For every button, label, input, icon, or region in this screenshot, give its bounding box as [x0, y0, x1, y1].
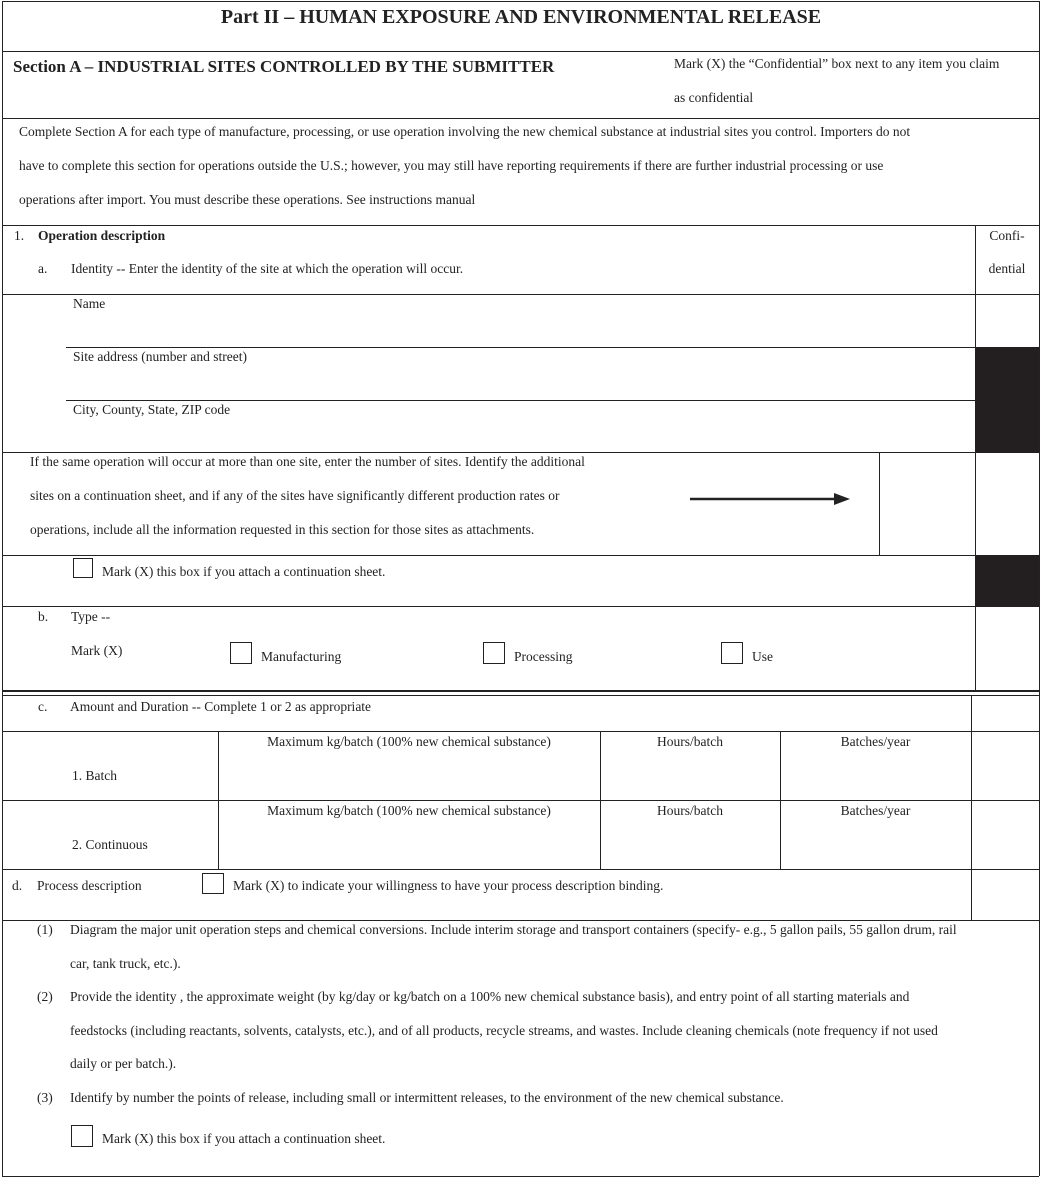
- item-d-heading: Process description: [37, 878, 142, 893]
- binding-checkbox[interactable]: [202, 873, 224, 894]
- item1a-letter: a.: [38, 261, 48, 276]
- item1b-mark-label: Mark (X): [71, 643, 123, 658]
- batch-batches-field[interactable]: [781, 752, 970, 798]
- batch-batches-header: Batches/year: [840, 734, 911, 749]
- rule: [2, 869, 1039, 870]
- frame-right-rule: [1039, 1, 1040, 1176]
- shaded-confidential-block: [975, 347, 1039, 452]
- right-arrow-icon: [690, 490, 852, 508]
- item-c-heading: Amount and Duration -- Complete 1 or 2 as appropriate: [70, 699, 372, 714]
- process-confidential-box[interactable]: [972, 870, 1038, 919]
- site-address-label: Site address (number and street): [73, 349, 247, 364]
- confidential-note-line1: Mark (X) the “Confidential” box next to any item you claim: [674, 56, 1000, 71]
- rule: [2, 695, 1039, 696]
- manufacturing-checkbox[interactable]: [230, 642, 252, 664]
- part-title: Part II – HUMAN EXPOSURE AND ENVIRONMENTAL RELEASE: [220, 6, 822, 28]
- intro-line1: Complete Section A for each type of manufacture, processing, or use operation involving the new chemical substance at industrial sites you control. Importers do not: [19, 124, 911, 139]
- frame-left-rule: [2, 1, 3, 1176]
- use-checkbox[interactable]: [721, 642, 743, 664]
- rule: [2, 51, 1039, 52]
- processing-checkbox[interactable]: [483, 642, 505, 664]
- d-continuation-label: Mark (X) this box if you attach a continuation sheet.: [102, 1131, 386, 1146]
- batch-row-label: 1. Batch: [72, 768, 117, 783]
- city-label: City, County, State, ZIP code: [73, 402, 231, 417]
- section-title: Section A – INDUSTRIAL SITES CONTROLLED BY THE SUBMITTER: [13, 57, 555, 76]
- rule: [2, 225, 1039, 226]
- confidential-header-line1: Confi-: [989, 228, 1025, 243]
- p1-line2: car, tank truck, etc.).: [70, 956, 181, 971]
- multi-site-line2: sites on a continuation sheet, and if any of the sites have significantly different production rates or: [30, 488, 560, 503]
- multi-site-line3: operations, include all the information requested in this section for those sites as attachments.: [30, 522, 535, 537]
- frame-bottom-rule: [2, 1176, 1039, 1177]
- item1b-type-label: Type --: [71, 609, 111, 624]
- confidential-note-line2: as confidential: [674, 90, 754, 105]
- p1-line1: Diagram the major unit operation steps and chemical conversions. Include interim storage and transport containers (specify- e.g., 5 gallon pails, 55 gallon drum, rail: [70, 922, 957, 937]
- item1-number: 1.: [14, 228, 25, 243]
- item-d-letter: d.: [12, 878, 23, 893]
- rule: [2, 118, 1039, 119]
- continuous-row-label: 2. Continuous: [72, 837, 148, 852]
- rule: [2, 606, 1039, 607]
- continuous-batches-field[interactable]: [781, 821, 970, 867]
- p1-number: (1): [37, 922, 53, 937]
- p3-number: (3): [37, 1090, 53, 1105]
- rule: [66, 400, 1039, 401]
- item-c-letter: c.: [38, 699, 48, 714]
- binding-label: Mark (X) to indicate your willingness to have your process description binding.: [233, 878, 664, 893]
- shaded-confidential-block: [975, 555, 1039, 607]
- rule: [2, 690, 1039, 692]
- batch-hours-field[interactable]: [601, 752, 779, 798]
- continuation-label: Mark (X) this box if you attach a continuation sheet.: [102, 564, 386, 579]
- type-confidential-box[interactable]: [976, 607, 1038, 689]
- batch-confidential-box[interactable]: [972, 732, 1038, 799]
- batch-max-field[interactable]: [219, 752, 599, 798]
- multi-site-line1: If the same operation will occur at more than one site, enter the number of sites. Identify the additional: [30, 454, 585, 469]
- batch-hours-header: Hours/batch: [657, 734, 723, 749]
- continuous-batches-header: Batches/year: [840, 803, 911, 818]
- item1-heading: Operation description: [38, 228, 166, 243]
- rule: [2, 294, 1039, 295]
- processing-label: Processing: [514, 649, 573, 664]
- name-field[interactable]: [66, 312, 971, 344]
- p2-number: (2): [37, 989, 53, 1004]
- continuous-max-header: Maximum kg/batch (100% new chemical substance): [267, 803, 551, 818]
- site-address-field[interactable]: [66, 366, 971, 398]
- intro-line2: have to complete this section for operations outside the U.S.; however, you may still have reporting requirements if there are further industrial processing or use: [19, 158, 884, 173]
- rule: [2, 920, 1039, 921]
- continuous-hours-field[interactable]: [601, 821, 779, 867]
- name-confidential-box[interactable]: [976, 295, 1038, 346]
- d-continuation-checkbox[interactable]: [71, 1125, 93, 1147]
- number-of-sites-field[interactable]: [880, 453, 974, 554]
- rule: [2, 800, 1039, 801]
- frame-top-rule: [2, 1, 1039, 2]
- p2-line3: daily or per batch.).: [70, 1056, 177, 1071]
- p2-line2: feedstocks (including reactants, solvents, catalysts, etc.), and of all products, recycle streams, and wastes. Include cleaning chemicals (note frequency if not used: [70, 1023, 938, 1038]
- continuation-checkbox[interactable]: [73, 558, 93, 578]
- confidential-header-line2: dential: [988, 261, 1026, 276]
- rule: [2, 731, 1039, 732]
- continuous-confidential-box[interactable]: [972, 801, 1038, 868]
- amount-confidential-box[interactable]: [972, 696, 1038, 730]
- manufacturing-label: Manufacturing: [261, 649, 342, 664]
- rule: [66, 347, 1039, 348]
- continuous-hours-header: Hours/batch: [657, 803, 723, 818]
- sites-confidential-box[interactable]: [976, 453, 1038, 554]
- item1b-letter: b.: [38, 609, 49, 624]
- city-field[interactable]: [66, 419, 971, 451]
- rule: [2, 555, 1039, 556]
- name-label: Name: [73, 296, 106, 311]
- use-label: Use: [752, 649, 773, 664]
- item1a-text: Identity -- Enter the identity of the site at which the operation will occur.: [71, 261, 464, 276]
- p3-line1: Identify by number the points of release, including small or intermittent releases, to the environment of the new chemical substance.: [70, 1090, 784, 1105]
- intro-line3: operations after import. You must describe these operations. See instructions manual: [19, 192, 476, 207]
- p2-line1: Provide the identity , the approximate weight (by kg/day or kg/batch on a 100% new chemical substance basis), and entry point of all starting materials and: [70, 989, 910, 1004]
- continuous-max-field[interactable]: [219, 821, 599, 867]
- batch-max-header: Maximum kg/batch (100% new chemical substance): [267, 734, 551, 749]
